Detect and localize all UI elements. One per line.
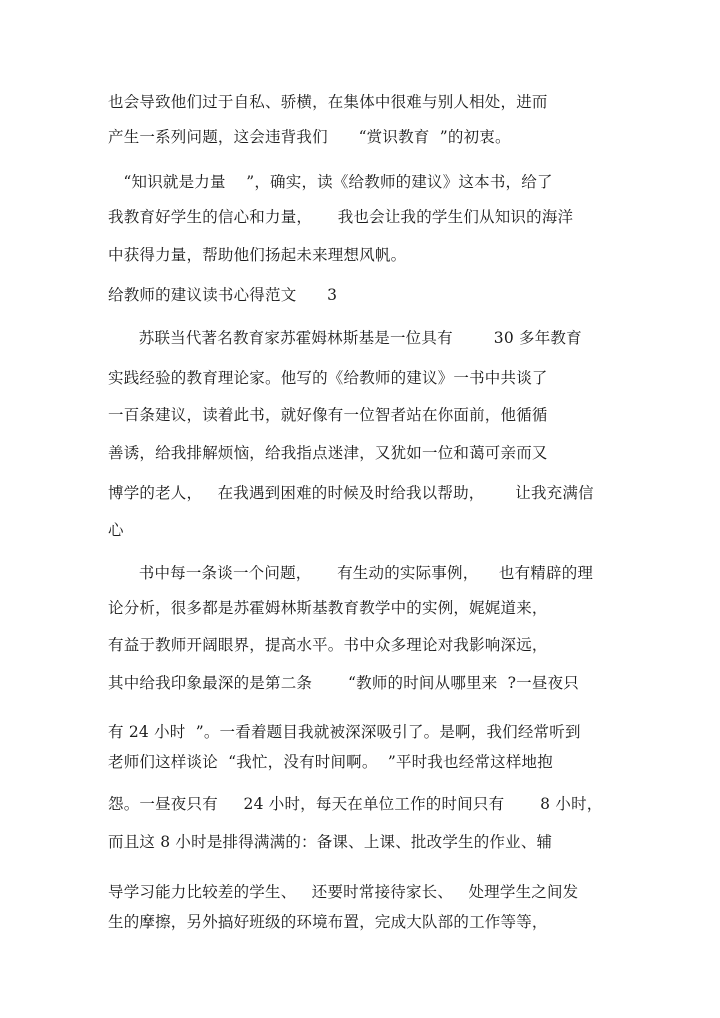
text-line: 中获得力量，帮助他们扬起未来理想风帆。 xyxy=(108,246,407,264)
text-line: 我教育好学生的信心和力量， 我也会让我的学生们从知识的海洋 xyxy=(108,208,574,226)
text-line: 其中给我印象最深的是第二条 “教师的时间从哪里来 ?一昼夜只 xyxy=(108,674,579,692)
text-line: 书中每一条谈一个问题， 有生动的实际事例， 也有精辟的理 xyxy=(108,564,594,582)
text-line: 产生一系列问题，这会违背我们 “赏识教育 ”的初衷。 xyxy=(108,128,511,146)
text-line: 善诱，给我排解烦恼，给我指点迷津，又犹如一位和蔼可亲而又 xyxy=(108,444,548,462)
section-heading: 给教师的建议读书心得范文 3 xyxy=(108,286,338,304)
text-line: 苏联当代著名教育家苏霍姆林斯基是一位具有 30 多年教育 xyxy=(108,329,582,347)
text-line: 心 xyxy=(108,521,124,539)
text-line: 老师们这样谈论 “我忙，没有时间啊。 ”平时我也经常这样地抱 xyxy=(108,753,553,771)
text-line: 生的摩擦，另外搞好班级的环境布置，完成大队部的工作等等， xyxy=(108,913,548,931)
text-line: “知识就是力量 ”，确实，读《给教师的建议》这本书，给了 xyxy=(108,173,553,191)
text-line: 怨。一昼夜只有 24 小时，每天在单位工作的时间只有 8 小时， xyxy=(108,795,603,813)
text-line: 也会导致他们过于自私、骄横，在集体中很难与别人相处，进而 xyxy=(108,93,548,111)
text-line: 导学习能力比较差的学生、 还要时常接待家长、 处理学生之间发 xyxy=(108,883,579,901)
text-line: 博学的老人， 在我遇到困难的时候及时给我以帮助， 让我充满信 xyxy=(108,484,594,502)
text-line: 而且这 8 小时是排得满满的：备课、上课、批改学生的作业、辅 xyxy=(108,833,553,851)
text-line: 论分析，很多都是苏霍姆林斯基教育教学中的实例，娓娓道来， xyxy=(108,599,548,617)
text-line: 一百条建议，读着此书，就好像有一位智者站在你面前，他循循 xyxy=(108,406,548,424)
text-line: 有益于教师开阔眼界，提高水平。书中众多理论对我影响深远， xyxy=(108,636,548,654)
text-line: 有 24 小时 ”。一看着题目我就被深深吸引了。是啊，我们经常听到 xyxy=(108,723,581,741)
text-line: 实践经验的教育理论家。他写的《给教师的建议》一书中共谈了 xyxy=(108,369,548,387)
